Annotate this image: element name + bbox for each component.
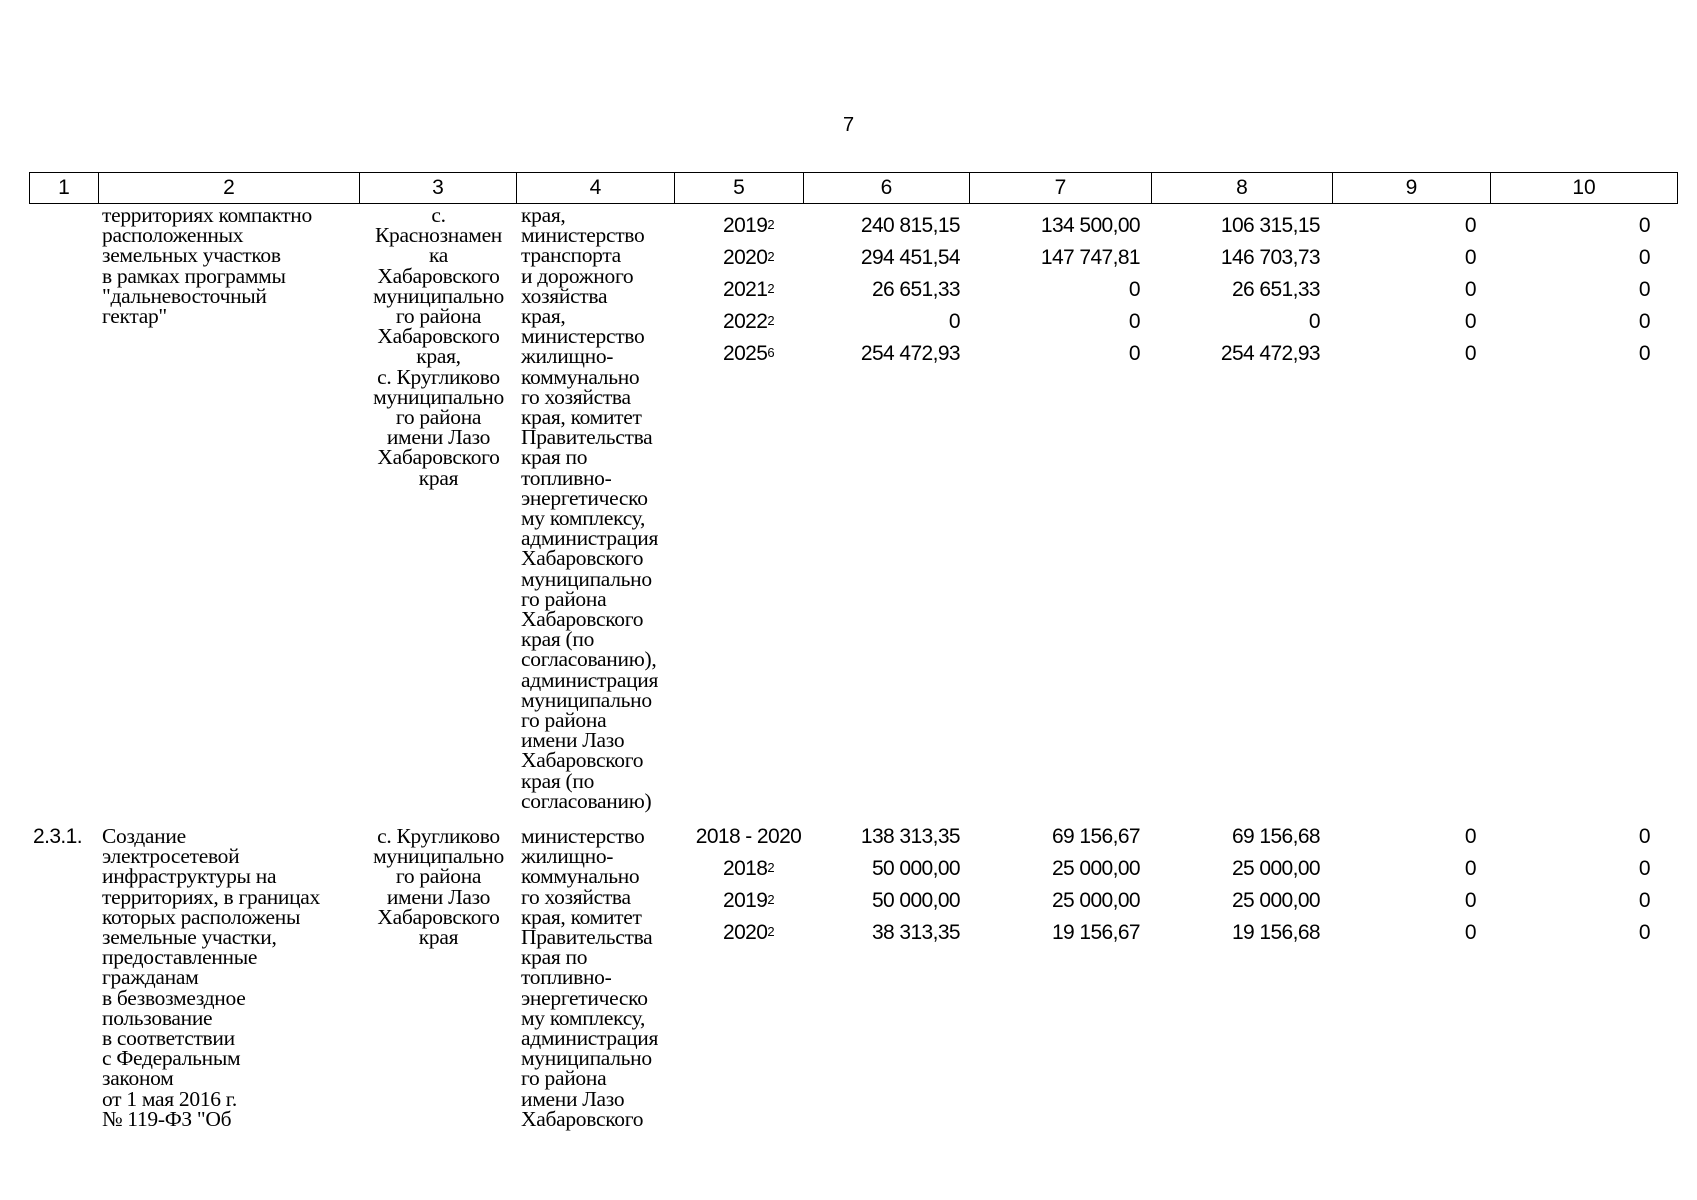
finance-col10: 0	[1638, 310, 1650, 333]
finance-year: 2018 - 2020	[695, 825, 802, 848]
finance-total: 0	[948, 310, 960, 333]
finance-col10: 0	[1638, 278, 1650, 301]
column-header-8: 8	[1152, 173, 1333, 204]
column-header-2: 2	[99, 173, 360, 204]
finance-col8: 19 156,68	[1231, 921, 1320, 944]
finance-col10: 0	[1638, 889, 1650, 912]
finance-col9: 0	[1464, 278, 1476, 301]
finance-col8: 25 000,00	[1231, 889, 1320, 912]
finance-col9: 0	[1464, 246, 1476, 269]
finance-total: 240 815,15	[860, 214, 960, 237]
finance-col10: 0	[1638, 857, 1650, 880]
finance-col9: 0	[1464, 214, 1476, 237]
finance-col7: 0	[1128, 310, 1140, 333]
column-header-row	[29, 172, 1678, 204]
finance-col9: 0	[1464, 825, 1476, 848]
finance-col7: 25 000,00	[1051, 857, 1140, 880]
finance-total: 50 000,00	[871, 889, 960, 912]
finance-col8: 25 000,00	[1231, 857, 1320, 880]
finance-year: 2020$^2$	[723, 921, 774, 944]
row-1-executor: края, министерство транспорта и дорожного хозяйства края, министерство жилищно- коммунально го хозяйства края, комитет Правительства края по топливно- энергетическо му комплексу, администрация Хабаровского муниципально го района Хабаровского края (по согласованию), администрация муниципально го района имени Лазо Хабаровского края (по согласованию)	[521, 203, 659, 813]
finance-total: 138 313,35	[860, 825, 960, 848]
column-header-6: 6	[804, 173, 970, 204]
finance-col9: 0	[1464, 310, 1476, 333]
finance-year: 2019$^2$	[723, 214, 774, 237]
finance-col9: 0	[1464, 889, 1476, 912]
column-header-10: 10	[1491, 173, 1678, 204]
finance-col7: 25 000,00	[1051, 889, 1140, 912]
finance-col8: 69 156,68	[1231, 825, 1320, 848]
finance-col10: 0	[1638, 921, 1650, 944]
finance-year: 2025$^6$	[723, 342, 774, 365]
finance-year: 2020$^2$	[723, 246, 774, 269]
finance-col7: 147 747,81	[1040, 246, 1140, 269]
finance-col10: 0	[1638, 214, 1650, 237]
finance-col7: 0	[1128, 278, 1140, 301]
finance-col7: 0	[1128, 342, 1140, 365]
page-number: 7	[842, 114, 855, 136]
finance-col9: 0	[1464, 857, 1476, 880]
column-header-1: 1	[30, 173, 99, 204]
row-2-measure-name: Создание электросетевой инфраструктуры на территориях, в границах которых расположены земельные участки, предоставленные гражданам в безвозмездное пользование в соответствии с Федеральным законом от 1 мая 2016 г. № 119-ФЗ "Об	[102, 824, 320, 1131]
row-1-location: с. Краснознамен ка Хабаровского муниципально го района Хабаровского края, с. Кругликово муниципально го района имени Лазо Хабаровского края	[373, 203, 504, 490]
finance-total: 26 651,33	[871, 278, 960, 301]
finance-col8: 0	[1308, 310, 1320, 333]
finance-total: 294 451,54	[860, 246, 960, 269]
finance-col8: 106 315,15	[1220, 214, 1320, 237]
finance-total: 254 472,93	[860, 342, 960, 365]
finance-col7: 69 156,67	[1051, 825, 1140, 848]
finance-col9: 0	[1464, 921, 1476, 944]
row-2-location: с. Кругликово муниципально го района имени Лазо Хабаровского края	[373, 824, 504, 950]
finance-year: 2021$^2$	[723, 278, 774, 301]
row-2-executor: министерство жилищно- коммунально го хозяйства края, комитет Правительства края по топливно- энергетическо му комплексу, администрация муниципально го района имени Лазо Хабаровского	[521, 824, 659, 1131]
finance-col7: 134 500,00	[1040, 214, 1140, 237]
finance-col10: 0	[1638, 342, 1650, 365]
column-header-7: 7	[970, 173, 1152, 204]
column-header-5: 5	[675, 173, 804, 204]
finance-col7: 19 156,67	[1051, 921, 1140, 944]
finance-col9: 0	[1464, 342, 1476, 365]
finance-col8: 254 472,93	[1220, 342, 1320, 365]
finance-col10: 0	[1638, 246, 1650, 269]
finance-col8: 146 703,73	[1220, 246, 1320, 269]
column-header-4: 4	[517, 173, 675, 204]
finance-col8: 26 651,33	[1231, 278, 1320, 301]
finance-col10: 0	[1638, 825, 1650, 848]
row-2-number: 2.3.1.	[33, 825, 82, 848]
finance-total: 38 313,35	[871, 921, 960, 944]
finance-total: 50 000,00	[871, 857, 960, 880]
finance-year: 2019$^2$	[723, 889, 774, 912]
finance-year: 2022$^2$	[723, 310, 774, 333]
column-header-9: 9	[1333, 173, 1491, 204]
column-header-3: 3	[360, 173, 517, 204]
row-1-measure-name: территориях компактно расположенных земельных участков в рамках программы "дальневосточный гектар"	[102, 203, 312, 329]
finance-year: 2018$^2$	[723, 857, 774, 880]
